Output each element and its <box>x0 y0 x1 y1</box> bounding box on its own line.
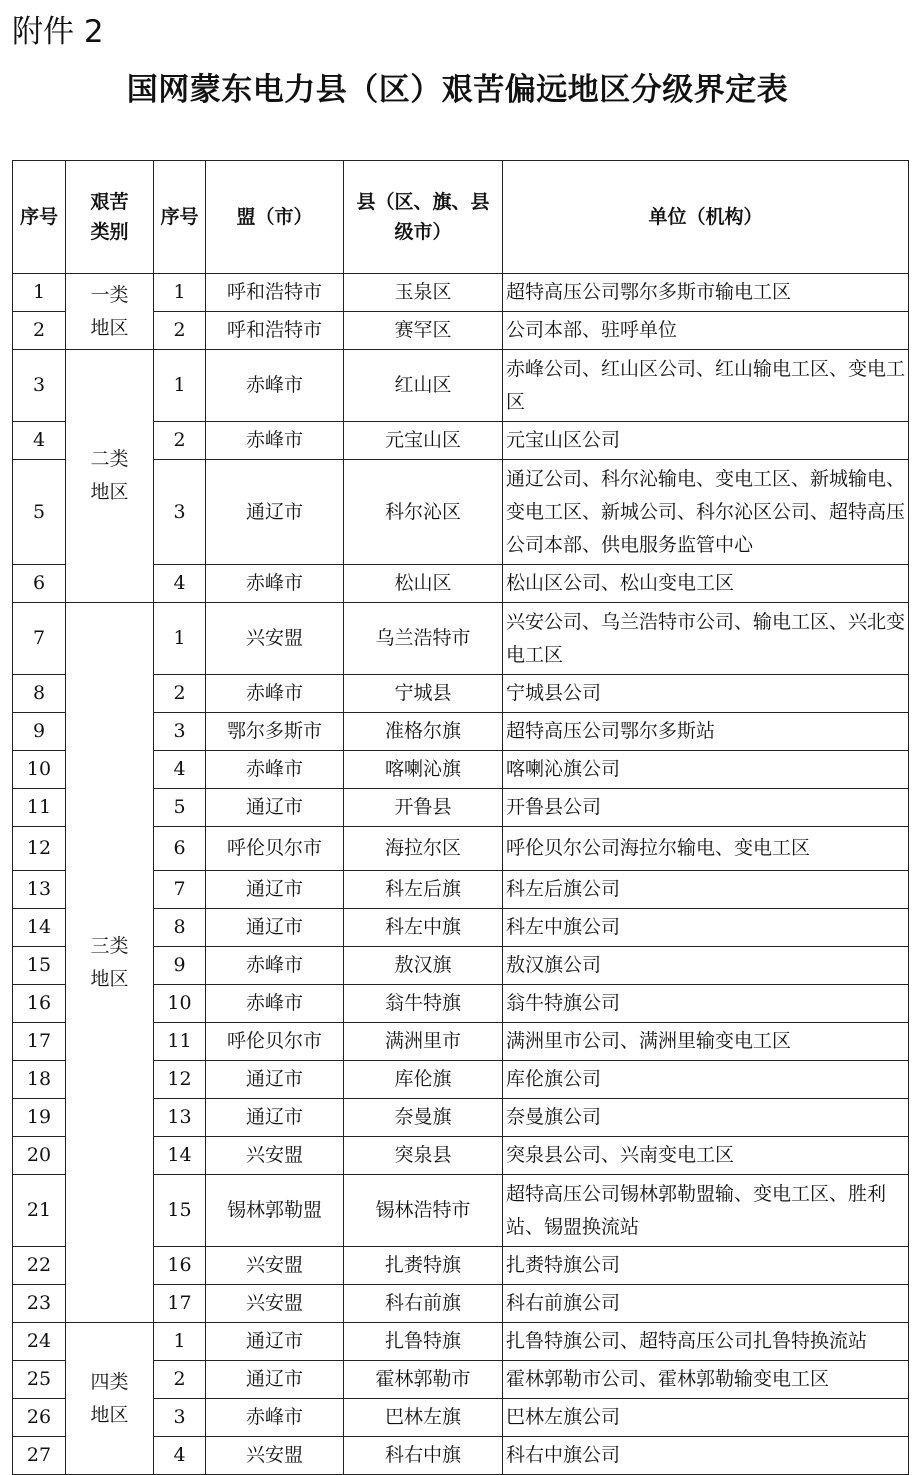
row-county: 奈曼旗 <box>344 1099 503 1137</box>
row-subseq: 2 <box>154 422 206 460</box>
row-subseq: 2 <box>154 1361 206 1399</box>
row-seq: 20 <box>13 1137 66 1175</box>
row-unit: 翁牛特旗公司 <box>503 985 909 1023</box>
row-unit: 公司本部、驻呼单位 <box>503 312 909 350</box>
row-seq: 1 <box>13 274 66 312</box>
row-subseq: 10 <box>154 985 206 1023</box>
row-league: 通辽市 <box>206 909 344 947</box>
row-league: 呼伦贝尔市 <box>206 827 344 871</box>
row-unit: 霍林郭勒市公司、霍林郭勒输变电工区 <box>503 1361 909 1399</box>
row-unit: 科左中旗公司 <box>503 909 909 947</box>
table-row <box>13 1323 909 1361</box>
row-seq: 13 <box>13 871 66 909</box>
header-category: 艰苦类别 <box>66 161 154 274</box>
row-seq: 17 <box>13 1023 66 1061</box>
row-unit: 通辽公司、科尔沁输电、变电工区、新城输电、变电工区、新城公司、科尔沁区公司、超特高压公司本部、供电服务监管中心 <box>503 460 909 565</box>
row-unit: 扎赉特旗公司 <box>503 1247 909 1285</box>
row-subseq: 17 <box>154 1285 206 1323</box>
row-county: 海拉尔区 <box>344 827 503 871</box>
row-county: 敖汉旗 <box>344 947 503 985</box>
row-seq: 9 <box>13 713 66 751</box>
row-subseq: 9 <box>154 947 206 985</box>
row-unit: 突泉县公司、兴南变电工区 <box>503 1137 909 1175</box>
row-subseq: 1 <box>154 603 206 675</box>
attachment-label: 附件 2 <box>12 14 104 50</box>
category-cell: 二类地区 <box>66 350 154 603</box>
row-seq: 16 <box>13 985 66 1023</box>
page-title: 国网蒙东电力县（区）艰苦偏远地区分级界定表 <box>126 72 789 108</box>
row-county: 科左后旗 <box>344 871 503 909</box>
row-unit: 超特高压公司鄂尔多斯站 <box>503 713 909 751</box>
row-league: 兴安盟 <box>206 1247 344 1285</box>
row-league: 赤峰市 <box>206 675 344 713</box>
row-seq: 15 <box>13 947 66 985</box>
row-seq: 22 <box>13 1247 66 1285</box>
row-league: 呼和浩特市 <box>206 274 344 312</box>
row-seq: 12 <box>13 827 66 871</box>
header-row <box>13 161 909 274</box>
row-seq: 6 <box>13 565 66 603</box>
row-seq: 5 <box>13 460 66 565</box>
row-unit: 敖汉旗公司 <box>503 947 909 985</box>
row-county: 松山区 <box>344 565 503 603</box>
row-subseq: 4 <box>154 565 206 603</box>
row-league: 赤峰市 <box>206 350 344 422</box>
row-seq: 26 <box>13 1399 66 1437</box>
row-seq: 18 <box>13 1061 66 1099</box>
row-county: 扎鲁特旗 <box>344 1323 503 1361</box>
row-county: 赛罕区 <box>344 312 503 350</box>
row-unit: 兴安公司、乌兰浩特市公司、输电工区、兴北变电工区 <box>503 603 909 675</box>
header-seq: 序号 <box>13 161 66 274</box>
row-league: 通辽市 <box>206 1099 344 1137</box>
row-county: 科左中旗 <box>344 909 503 947</box>
row-county: 库伦旗 <box>344 1061 503 1099</box>
row-subseq: 7 <box>154 871 206 909</box>
row-league: 锡林郭勒盟 <box>206 1175 344 1247</box>
row-league: 赤峰市 <box>206 1399 344 1437</box>
row-subseq: 6 <box>154 827 206 871</box>
row-league: 赤峰市 <box>206 947 344 985</box>
row-unit: 科左后旗公司 <box>503 871 909 909</box>
row-county: 突泉县 <box>344 1137 503 1175</box>
row-county: 红山区 <box>344 350 503 422</box>
row-seq: 25 <box>13 1361 66 1399</box>
header-county: 县（区、旗、县级市） <box>344 161 503 274</box>
table-row <box>13 603 909 675</box>
row-league: 通辽市 <box>206 789 344 827</box>
header-subseq: 序号 <box>154 161 206 274</box>
row-league: 兴安盟 <box>206 1137 344 1175</box>
row-league: 赤峰市 <box>206 422 344 460</box>
row-subseq: 11 <box>154 1023 206 1061</box>
row-league: 通辽市 <box>206 1361 344 1399</box>
row-subseq: 14 <box>154 1137 206 1175</box>
row-county: 满洲里市 <box>344 1023 503 1061</box>
table-row <box>13 274 909 312</box>
row-league: 通辽市 <box>206 1323 344 1361</box>
row-county: 开鲁县 <box>344 789 503 827</box>
row-league: 赤峰市 <box>206 985 344 1023</box>
row-seq: 24 <box>13 1323 66 1361</box>
row-county: 翁牛特旗 <box>344 985 503 1023</box>
row-seq: 19 <box>13 1099 66 1137</box>
table-row <box>13 350 909 422</box>
row-subseq: 16 <box>154 1247 206 1285</box>
row-subseq: 1 <box>154 274 206 312</box>
row-county: 乌兰浩特市 <box>344 603 503 675</box>
row-subseq: 8 <box>154 909 206 947</box>
row-league: 呼伦贝尔市 <box>206 1023 344 1061</box>
row-unit: 超特高压公司锡林郭勒盟输、变电工区、胜利站、锡盟换流站 <box>503 1175 909 1247</box>
row-seq: 21 <box>13 1175 66 1247</box>
row-subseq: 12 <box>154 1061 206 1099</box>
row-seq: 7 <box>13 603 66 675</box>
row-league: 兴安盟 <box>206 1285 344 1323</box>
row-seq: 14 <box>13 909 66 947</box>
row-county: 巴林左旗 <box>344 1399 503 1437</box>
category-cell: 三类地区 <box>66 603 154 1323</box>
row-seq: 3 <box>13 350 66 422</box>
category-cell: 一类地区 <box>66 274 154 350</box>
row-seq: 11 <box>13 789 66 827</box>
row-subseq: 5 <box>154 789 206 827</box>
row-unit: 超特高压公司鄂尔多斯市输电工区 <box>503 274 909 312</box>
row-county: 科尔沁区 <box>344 460 503 565</box>
row-subseq: 2 <box>154 675 206 713</box>
row-seq: 8 <box>13 675 66 713</box>
row-subseq: 3 <box>154 460 206 565</box>
row-subseq: 1 <box>154 350 206 422</box>
row-subseq: 4 <box>154 1437 206 1475</box>
row-league: 鄂尔多斯市 <box>206 713 344 751</box>
row-unit: 奈曼旗公司 <box>503 1099 909 1137</box>
header-league: 盟（市） <box>206 161 344 274</box>
row-unit: 开鲁县公司 <box>503 789 909 827</box>
row-unit: 巴林左旗公司 <box>503 1399 909 1437</box>
row-county: 科右前旗 <box>344 1285 503 1323</box>
row-league: 兴安盟 <box>206 603 344 675</box>
row-unit: 科右前旗公司 <box>503 1285 909 1323</box>
row-county: 宁城县 <box>344 675 503 713</box>
row-league: 兴安盟 <box>206 1437 344 1475</box>
row-league: 赤峰市 <box>206 565 344 603</box>
row-league: 呼和浩特市 <box>206 312 344 350</box>
row-county: 扎赉特旗 <box>344 1247 503 1285</box>
row-county: 锡林浩特市 <box>344 1175 503 1247</box>
row-county: 喀喇沁旗 <box>344 751 503 789</box>
row-unit: 满洲里市公司、满洲里输变电工区 <box>503 1023 909 1061</box>
row-unit: 喀喇沁旗公司 <box>503 751 909 789</box>
row-subseq: 1 <box>154 1323 206 1361</box>
row-subseq: 3 <box>154 713 206 751</box>
row-county: 霍林郭勒市 <box>344 1361 503 1399</box>
row-league: 通辽市 <box>206 871 344 909</box>
row-league: 通辽市 <box>206 1061 344 1099</box>
row-county: 准格尔旗 <box>344 713 503 751</box>
row-county: 元宝山区 <box>344 422 503 460</box>
row-seq: 4 <box>13 422 66 460</box>
row-unit: 科右中旗公司 <box>503 1437 909 1475</box>
row-seq: 27 <box>13 1437 66 1475</box>
row-unit: 扎鲁特旗公司、超特高压公司扎鲁特换流站 <box>503 1323 909 1361</box>
row-seq: 10 <box>13 751 66 789</box>
row-subseq: 2 <box>154 312 206 350</box>
row-league: 赤峰市 <box>206 751 344 789</box>
row-subseq: 4 <box>154 751 206 789</box>
row-seq: 23 <box>13 1285 66 1323</box>
row-unit: 呼伦贝尔公司海拉尔输电、变电工区 <box>503 827 909 871</box>
row-unit: 宁城县公司 <box>503 675 909 713</box>
header-unit: 单位（机构） <box>503 161 909 274</box>
classification-table <box>12 160 909 1475</box>
row-county: 玉泉区 <box>344 274 503 312</box>
row-subseq: 13 <box>154 1099 206 1137</box>
row-seq: 2 <box>13 312 66 350</box>
row-unit: 赤峰公司、红山区公司、红山输电工区、变电工区 <box>503 350 909 422</box>
category-cell: 四类地区 <box>66 1323 154 1475</box>
row-unit: 库伦旗公司 <box>503 1061 909 1099</box>
row-unit: 松山区公司、松山变电工区 <box>503 565 909 603</box>
row-subseq: 3 <box>154 1399 206 1437</box>
row-league: 通辽市 <box>206 460 344 565</box>
row-county: 科右中旗 <box>344 1437 503 1475</box>
row-unit: 元宝山区公司 <box>503 422 909 460</box>
row-subseq: 15 <box>154 1175 206 1247</box>
